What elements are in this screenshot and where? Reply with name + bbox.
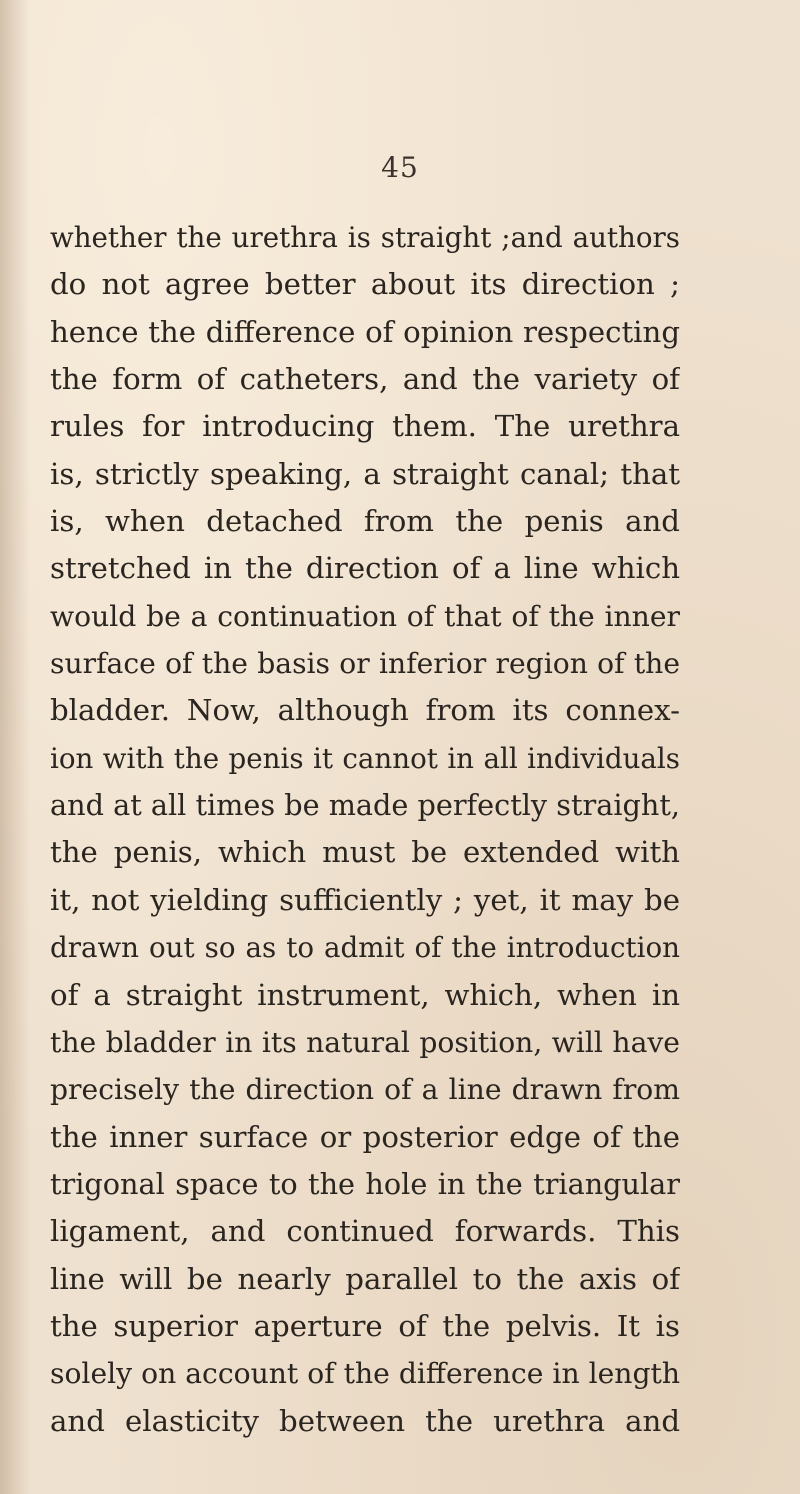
text-line: and elasticity between the urethra and xyxy=(50,1403,680,1438)
text-line: surface of the basis or inferior region of the xyxy=(50,647,680,681)
text-line: the inner surface or posterior edge of the xyxy=(50,1119,680,1154)
text-line: of a straight instrument, which, when in xyxy=(50,977,680,1012)
text-line: is, strictly speaking, a straight canal; that xyxy=(50,456,680,491)
text-line: ion with the penis it cannot in all individuals xyxy=(50,741,680,775)
text-line: drawn out so as to admit of the introduction xyxy=(50,931,680,965)
text-line: and at all times be made perfectly straight, xyxy=(50,788,680,823)
text-line: the superior aperture of the pelvis. It is xyxy=(50,1308,680,1343)
text-line: solely on account of the difference in length xyxy=(50,1357,680,1391)
text-line: bladder. Now, although from its connex- xyxy=(50,693,680,728)
text-line: the penis, which must be extended with xyxy=(50,835,680,870)
text-line: hence the difference of opinion respecting xyxy=(50,314,680,349)
page-number: 45 xyxy=(381,151,419,184)
text-line: precisely the direction of a line drawn from xyxy=(50,1073,680,1107)
text-line: it, not yielding sufficiently ; yet, it may be xyxy=(50,882,680,917)
text-line: trigonal space to the hole in the triangular xyxy=(50,1166,680,1201)
gutter-shadow xyxy=(0,0,30,1494)
body-text xyxy=(50,214,680,1445)
text-line: rules for introducing them. The urethra xyxy=(50,409,680,444)
text-line: whether the urethra is straight ;and authors xyxy=(50,221,680,254)
text-line: do not agree better about its direction ; xyxy=(50,267,680,302)
text-line: is, when detached from the penis and xyxy=(50,504,680,539)
text-line: would be a continuation of that of the inner xyxy=(50,599,680,633)
text-line: the bladder in its natural position, will have xyxy=(50,1025,680,1059)
text-line: the form of catheters, and the variety of xyxy=(50,362,680,397)
text-line: stretched in the direction of a line which xyxy=(50,551,680,586)
text-line: ligament, and continued forwards. This xyxy=(50,1214,680,1249)
text-line: line will be nearly parallel to the axis of xyxy=(50,1261,680,1296)
